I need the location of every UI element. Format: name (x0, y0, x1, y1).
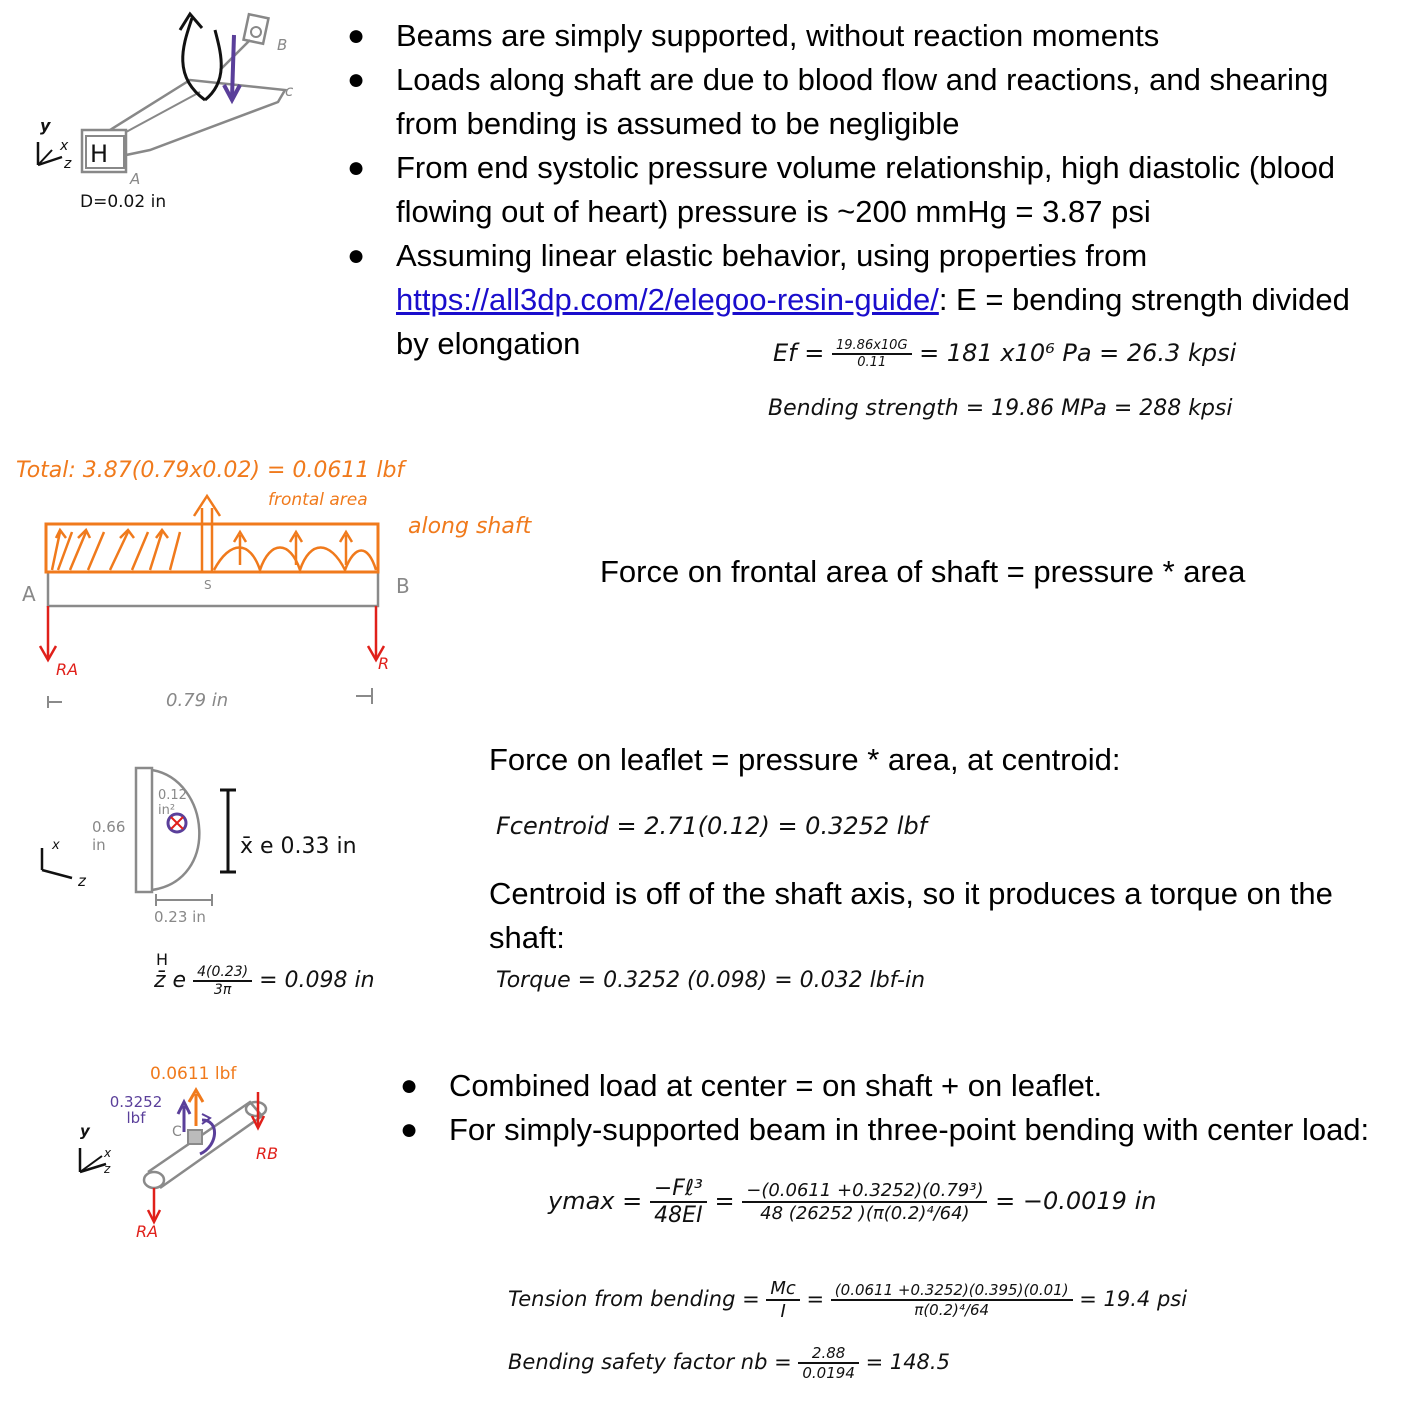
sketch-label-h: H (90, 140, 109, 168)
along-shaft-label: along shaft (408, 514, 532, 539)
leaflet-force-statement: Force on leaflet = pressure * area, at centroid: (489, 742, 1121, 777)
ef-formula: Ef = $\frac{19.86x10G}{0.11}$ = 181 x10⁶ Pa = 26.3 kpsi (773, 338, 1237, 370)
axis-z-label: z (64, 156, 72, 172)
total-force-note: Total: 3.87(0.79x0.02) = 0.0611 lbf (16, 458, 405, 483)
reaction-rb-label-2: RB (256, 1144, 279, 1163)
bending-strength-note: Bending strength = 19.86 MPa = 288 kpsi (768, 396, 1233, 421)
leaflet-area-label: 0.12 in² (158, 788, 187, 818)
beam-label-s: S (204, 578, 212, 592)
leaflet-width-label: 0.23 in (154, 908, 206, 926)
axis-y-label-3: y (80, 1122, 90, 1140)
bending-item: ● Combined load at center = on shaft + on leaflet. (449, 1064, 1389, 1108)
axis-z-label-2: z (78, 872, 86, 890)
beam-length-label: 0.79 in (166, 690, 229, 711)
axis-y-label: y (40, 116, 51, 135)
assumption-item: ● From end systolic pressure volume relationship, high diastolic (blood flowing out of heart) pressure is ~200 mmHg = 3.87 psi (396, 146, 1386, 234)
reaction-ra-label-2: RA (136, 1222, 159, 1241)
beam-label-b: B (396, 574, 410, 598)
assumption-item: ● Assuming linear elastic behavior, using properties from https://all3dp.com/2/elegoo-resin-guide/: E = bending strength divided by elongation (396, 234, 1386, 366)
bending-item: ● For simply-supported beam in three-point bending with center load: (449, 1108, 1389, 1152)
sketch-label-c: c (285, 82, 294, 100)
frontal-area-label: frontal area (268, 490, 368, 510)
reaction-rb-label: R (378, 654, 390, 673)
frontal-force-statement: Force on frontal area of shaft = pressure * area (600, 554, 1246, 589)
sketch-label-a: A (130, 170, 141, 188)
leaflet-load-label: 0.3252 lbf (109, 1093, 163, 1127)
assumptions-list (347, 14, 1386, 366)
reaction-ra-label: RA (56, 660, 79, 679)
bullet-icon: ● (400, 1113, 419, 1146)
assumption-item: ● Beams are simply supported, without reaction moments (396, 14, 1386, 58)
axis-z-label-3: z (104, 1162, 111, 1176)
ymax-formula: ymax = $\frac{\text{−Fℓ³}}{48EI}$ = $\frac{\text{−(0.0611 +0.3252)(0.79³)}}{\text{48 (26252 )(π(0.2)⁴/64)}}$ = −0.0019 in (548, 1176, 1157, 1228)
zbar-top-mark: H (156, 950, 169, 969)
axis-x-label-3: x (104, 1146, 112, 1160)
shaft-load-label: 0.0611 lbf (150, 1064, 237, 1084)
beam-label-a: A (22, 582, 36, 606)
zbar-formula: z̄ e $\frac{4(0.23)}{3\pi}$ = 0.098 in (154, 964, 375, 998)
bullet-icon: ● (400, 1069, 419, 1102)
sketch-label-b: B (277, 36, 288, 54)
diameter-note: D=0.02 in (80, 192, 167, 212)
bullet-icon: ● (347, 239, 366, 272)
torque-statement: Centroid is off of the shaft axis, so it produces a torque on the shaft: (489, 876, 1333, 955)
bullet-icon: ● (347, 63, 366, 96)
center-label-c: C (172, 1124, 182, 1140)
bullet-icon: ● (347, 151, 366, 184)
safety-factor-formula: Bending safety factor nb = $\frac{2.88}{0.0194}$ = 148.5 (508, 1344, 950, 1382)
torque-formula: Torque = 0.3252 (0.098) = 0.032 lbf-in (496, 968, 926, 993)
tension-formula: Tension from bending = $\frac{Mc}{I}$ = $\frac{(0.0611 +0.3252)(0.395)(0.01)}{\text{π(0.2)⁴/64}}$ = 19.4 psi (508, 1278, 1188, 1322)
three-point-bending-list (400, 1064, 1389, 1152)
axis-x-label: x (60, 138, 69, 154)
fcentroid-formula: Fcentroid = 2.71(0.12) = 0.3252 lbf (496, 812, 928, 840)
axis-x-label-2: x (52, 838, 60, 853)
resin-guide-link[interactable]: https://all3dp.com/2/elegoo-resin-guide/ (396, 282, 939, 317)
bullet-icon: ● (347, 19, 366, 52)
xbar-label: x̄ e 0.33 in (240, 834, 357, 859)
assumption-item: ● Loads along shaft are due to blood flow and reactions, and shearing from bending is assumed to be negligible (396, 58, 1386, 146)
leaflet-height-label: 0.66 in (92, 818, 126, 854)
